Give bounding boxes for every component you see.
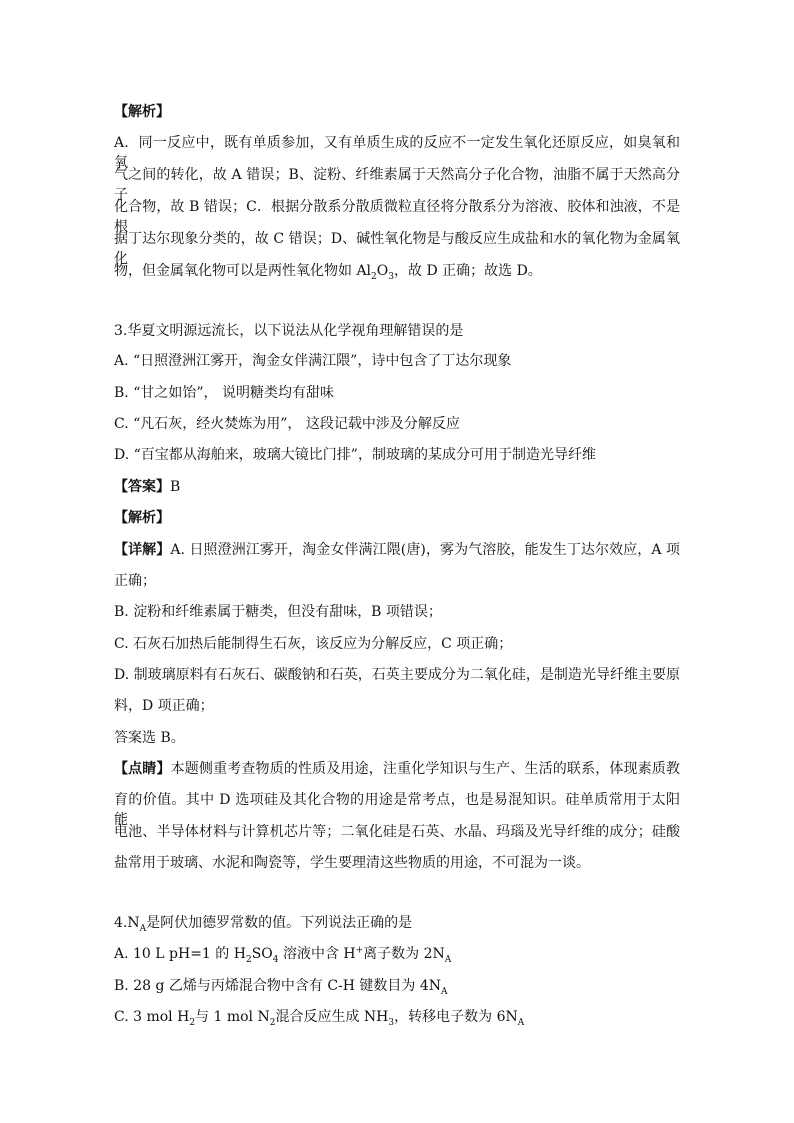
comment-line: 育的价值。其中 D 选项硅及其化合物的用途是常考点，也是易混知识。硅单质常用于太阳能 bbox=[114, 792, 680, 828]
superscript: + bbox=[355, 945, 364, 956]
subscript: 3 bbox=[388, 271, 394, 282]
comment-label: 【点睛】 bbox=[114, 761, 171, 777]
text-run: 溶液中含 H bbox=[278, 946, 356, 962]
text-run: 与 1 mol N bbox=[195, 1009, 270, 1025]
subscript: 2 bbox=[189, 1017, 196, 1028]
comment-line: 盐常用于玻璃、水泥和陶瓷等，学生要理清这些物质的用途，不可混为一谈。 bbox=[114, 855, 590, 871]
subscript: A bbox=[444, 954, 452, 965]
question-3-option-d: D. “百宝都从海舶来，玻璃大镜比门排”，制玻璃的某成分可用于制造光导纤维 bbox=[114, 447, 596, 463]
analysis-q2-line: 化合物，故 B 错误；C．根据分散系分散质微粒直径将分散系分为溶液、胶体和浊液，不是根 bbox=[114, 199, 680, 235]
text-run: ，转移电子数为 6N bbox=[394, 1009, 518, 1025]
text-run: C. 3 mol H bbox=[114, 1009, 190, 1025]
subscript: 4 bbox=[272, 954, 279, 965]
question-4-option-a bbox=[114, 944, 680, 964]
answer-line bbox=[114, 477, 680, 497]
detail-line: 正确； bbox=[114, 573, 156, 589]
text-run: A. 10 L pH=1 的 H bbox=[114, 946, 246, 962]
analysis-q2-line: 据丁达尔现象分类的，故 C 错误；D、碱性氧化物是与酸反应生成盐和水的氧化物为金属氧化 bbox=[114, 231, 680, 267]
text-run: 物，但金属氧化物可以是两性氧化物如 Al bbox=[114, 263, 372, 279]
subscript: 2 bbox=[269, 1017, 276, 1028]
detail-line: D. 制玻璃原料有石灰石、碳酸钠和石英，石英主要成分为二氧化硅，是制造光导纤维主要原 bbox=[114, 667, 680, 683]
comment-line bbox=[114, 759, 680, 779]
comment-text: 本题侧重考查物质的性质及用途，注重化学知识与生产、生活的联系，体现素质教 bbox=[170, 761, 681, 777]
comment-line: 电池、半导体材料与计算机芯片等；二氧化硅是石英、水晶、玛瑙及光导纤维的成分；硅酸 bbox=[114, 824, 680, 840]
question-3-option-a: A. “日照澄洲江雾开，淘金女伴满江隈”，诗中包含了丁达尔现象 bbox=[114, 353, 512, 369]
text-run: SO bbox=[251, 946, 273, 962]
analysis-q2-last-line bbox=[114, 261, 680, 281]
text-run: 4.N bbox=[114, 915, 140, 931]
text-run: B. 28 g 乙烯与丙烯混合物中含有 C-H 键数目为 4N bbox=[114, 978, 442, 994]
subscript: 2 bbox=[245, 954, 252, 965]
detail-label: 【详解】 bbox=[114, 542, 171, 558]
question-3-stem: 3.华夏文明源远流长，以下说法从化学视角理解错误的是 bbox=[114, 323, 464, 339]
detail-line bbox=[114, 540, 680, 560]
text-run: O bbox=[376, 263, 389, 279]
detail-line: B. 淀粉和纤维素属于糖类，但没有甜味，B 项错误； bbox=[114, 604, 442, 620]
subscript: A bbox=[441, 986, 448, 997]
text-run: ，故 D 正确；故选 D。 bbox=[394, 263, 542, 279]
detail-text: A. 日照澄洲江雾开，淘金女伴满江隈(唐)，雾为气溶胶，能发生丁达尔效应，A 项 bbox=[170, 542, 681, 558]
analysis-label: 【解析】 bbox=[114, 510, 170, 526]
question-4-stem bbox=[114, 913, 680, 933]
question-3-option-c: C. “凡石灰，经火焚炼为用”， 这段记载中涉及分解反应 bbox=[114, 416, 460, 432]
text-run: 是阿伏加德罗常数的值。下列说法正确的是 bbox=[146, 915, 413, 931]
analysis-q2-line: 气之间的转化，故 A 错误；B、淀粉、纤维素属于天然高分子化合物，油脂不属于天然高分子 bbox=[114, 167, 680, 203]
subscript: A bbox=[517, 1017, 525, 1028]
detail-line: 料，D 项正确； bbox=[114, 698, 214, 714]
question-4-option-b bbox=[114, 976, 680, 996]
detail-conclusion: 答案选 B。 bbox=[114, 730, 185, 746]
subscript: A bbox=[139, 923, 147, 934]
answer-value: B bbox=[170, 479, 181, 495]
analysis-heading: 【解析】 bbox=[114, 104, 170, 120]
subscript: 3 bbox=[388, 1017, 395, 1028]
subscript: 2 bbox=[371, 271, 377, 282]
text-run: 混合反应生成 NH bbox=[275, 1009, 389, 1025]
answer-label: 【答案】 bbox=[114, 479, 170, 495]
detail-line: C. 石灰石加热后能制得生石灰，该反应为分解反应，C 项正确； bbox=[114, 636, 513, 652]
text-run: 离子数为 2N bbox=[363, 946, 445, 962]
analysis-q2-line: A．同一反应中，既有单质参加，又有单质生成的反应不一定发生氧化还原反应，如臭氧和氧 bbox=[114, 135, 680, 171]
question-4-option-c bbox=[114, 1007, 680, 1027]
question-3-option-b: B. “甘之如饴”， 说明糖类均有甜味 bbox=[114, 385, 334, 401]
